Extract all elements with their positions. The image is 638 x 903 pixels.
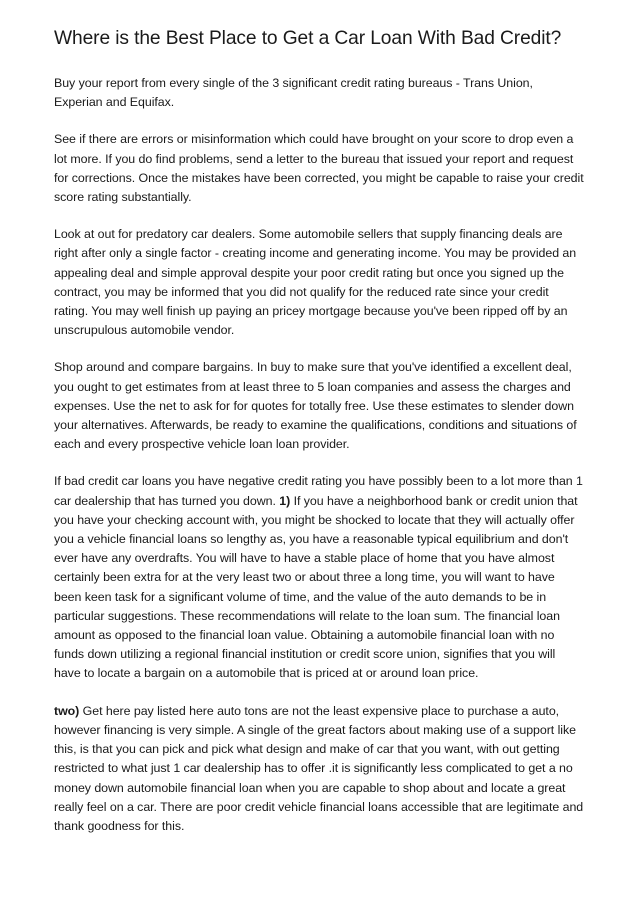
list-marker: two) bbox=[54, 703, 80, 718]
list-marker: 1) bbox=[279, 493, 291, 508]
paragraph-text: If you have a neighborhood bank or credit union that you have your checking account with, you might be shocked to locate that they will actually offer you a vehicle financial loans so lengthy as, you have a reasonable typical equilibrium and don't ever have any overdrafts. You will have to have a stable place of home that you have almost certainly been extra for at the very least two or about three a long time, you will want to have been keen task for a significant volume of time, and the value of the auto demands to be in particular suggestions. These recommendations will relate to the loan sum. The financial loan amount as opposed to the financial loan value. Obtaining a automobile financial loan with no funds down utilizing a regional financial institution or credit score union, signifies that you will have to locate a bargain on a automobile that is priced at or around loan price. bbox=[54, 493, 578, 681]
paragraph-errors: See if there are errors or misinformation which could have brought on your score to drop even a lot more. If you do find problems, send a letter to the bureau that issued your report and request for corrections. Once the mistakes have been corrected, you might be capable to raise your credit score rating substantially. bbox=[54, 132, 584, 205]
document-title: Where is the Best Place to Get a Car Loan With Bad Credit? bbox=[54, 28, 562, 49]
paragraph-text: Get here pay listed here auto tons are not the least expensive place to purchase a auto, however financing is very simple. A single of the great factors about making use of a support like this, is that you can pick and pick what design and make of car that you want, with out getting restricted to what just 1 car dealership has to offer .it is significantly less complicated to get a no money down automobile financial loan when you are capable to shop about and locate a great really feel on a car. There are poor credit vehicle financial loans accessible that are legitimate and thank goodness for this. bbox=[54, 703, 584, 833]
paragraph-bad-credit-option-2 bbox=[54, 702, 584, 836]
paragraph-bad-credit-option-1 bbox=[54, 472, 584, 683]
document-page bbox=[54, 26, 584, 854]
paragraph-credit-reports: Buy your report from every single of the 3 significant credit rating bureaus - Trans Union, Experian and Equifax. bbox=[54, 76, 533, 110]
paragraph-shop-around: Shop around and compare bargains. In buy to make sure that you've identified a excellent deal, you ought to get estimates from at least three to 5 loan companies and assess the charges and expenses. Use the net to ask for for quotes for totally free. Use these estimates to slender down your alternatives. Afterwards, be ready to examine the qualifications, conditions and situations of each and every prospective vehicle loan loan provider. bbox=[54, 360, 577, 452]
paragraph-text: If bad credit car loans you have negative credit rating you have possibly been to a lot more than 1 car dealership that has turned you down. bbox=[54, 474, 583, 508]
paragraph-predatory-dealers: Look at out for predatory car dealers. Some automobile sellers that supply financing deals are right after only a single factor - creating income and generating income. You may be provided an appealing deal and simple approval despite your poor credit rating but once you signed up the contract, you may be informed that you did not qualify for the reduced rate since your credit rating. You may well finish up paying an pricey mortgage because you've been ripped off by an unscrupulous automobile vendor. bbox=[54, 227, 577, 338]
